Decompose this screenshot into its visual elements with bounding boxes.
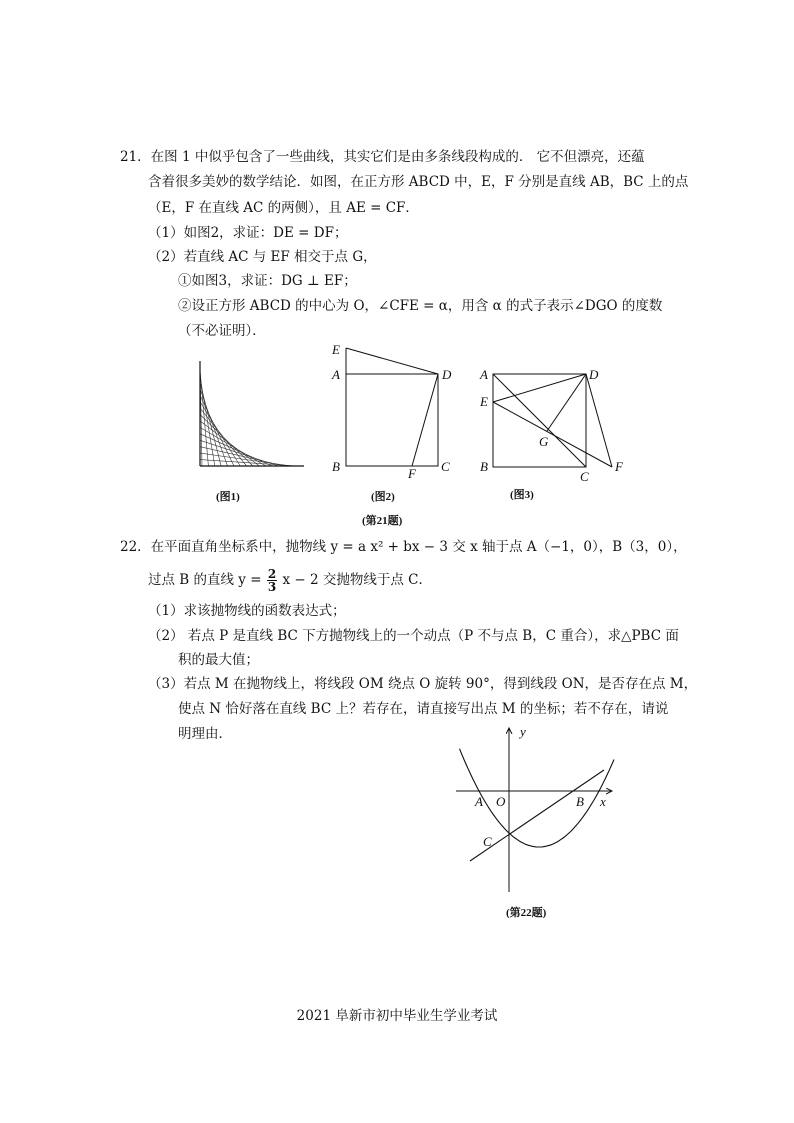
fig3-label-B: B (480, 459, 488, 474)
figure-3-caption: (图3) (510, 489, 534, 501)
fig2-label-E: E (332, 342, 340, 357)
q22-coordinate-graph (452, 722, 622, 902)
q22-part-2: （2） 若点 P 是直线 BC 下方抛物线上的一个动点（P 不与点 B，C 重合），求△PBC 面 (148, 628, 679, 644)
fig2-label-A: A (332, 367, 340, 382)
graph-label-A: A (475, 794, 483, 809)
fig3-label-F: F (615, 459, 623, 474)
fig3-label-D: D (589, 367, 599, 382)
q22-line-1: 22．在平面直角坐标系中，抛物线 y = a x² + bx − 3 交 x 轴于点 A（−1，0），B（3，0）， (120, 539, 687, 555)
q22-line-2-pre: 过点 B 的直线 y = (148, 572, 262, 588)
fig3-label-A: A (480, 367, 488, 382)
fig2-label-D: D (442, 367, 452, 382)
q22-line-2-post: x − 2 交抛物线于点 C． (282, 572, 432, 588)
graph-label-B: B (576, 794, 584, 809)
q21-part-2-sub-1: ①如图3，求证：DG ⊥ EF； (178, 273, 357, 289)
envelope-segment (200, 434, 272, 466)
figure-2-caption: (图2) (371, 491, 395, 503)
fig2-label-F: F (408, 466, 416, 478)
q21-line-2: 含着很多美妙的数学结论．如图，在正方形 ABCD 中，E，F 分别是直线 AB，BC 上的点 (148, 174, 689, 190)
fig3-label-C: C (580, 469, 589, 484)
q22-part-1: （1）求该抛物线的函数表达式； (148, 603, 346, 619)
graph-label-x: x (600, 794, 606, 809)
q21-line-1: 21．在图 1 中似乎包含了一些曲线，其实它们是由多条线段构成的． 它不但漂亮，还蕴 (120, 149, 645, 165)
q22-part-3: （3）若点 M 在抛物线上，将线段 OM 绕点 O 旋转 90°，得到线段 ON，是否存在点 M， (148, 676, 698, 692)
figure-1-envelope (190, 355, 310, 475)
fig3-label-G: G (539, 434, 549, 449)
q21-line-3: （E，F 在直线 AC 的两侧），且 AE = CF． (148, 200, 419, 216)
page-footer: 2021 阜新市初中毕业生学业考试 (296, 1008, 498, 1024)
fraction-numerator: 2 (267, 567, 277, 581)
q22-part-2-cont: 积的最大值； (178, 652, 259, 668)
q22-fraction (267, 568, 277, 593)
q22-part-3-cont-1: 使点 N 恰好落在直线 BC 上？若存在，请直接写出点 M 的坐标；若不存在，请说 (178, 701, 669, 717)
fig2-label-C: C (441, 459, 450, 474)
q21-figure-caption: (第21题) (362, 515, 403, 527)
q22-part-3-cont-2: 明理由． (178, 726, 232, 742)
envelope-segment (200, 389, 228, 466)
graph-label-y: y (520, 724, 526, 739)
fig2-label-B: B (332, 459, 340, 474)
figure-3-square-diagram (476, 362, 636, 484)
q21-part-2: （2）若直线 AC 与 EF 相交于点 G， (148, 249, 377, 265)
q21-part-2-sub-2-cont: （不必证明）． (178, 323, 266, 339)
fig3-label-E: E (480, 394, 488, 409)
graph-label-C: C (483, 834, 492, 849)
q22-line-2 (148, 566, 432, 594)
figure-1-caption: (图1) (216, 491, 240, 503)
q22-figure-caption: (第22题) (506, 907, 547, 919)
graph-label-O: O (496, 794, 506, 809)
q21-part-2-sub-2: ②设正方形 ABCD 的中心为 O，∠CFE = α，用含 α 的式子表示∠DGO 的度数 (178, 298, 663, 314)
q21-part-1: （1）如图2，求证：DE = DF； (148, 225, 348, 241)
fraction-denominator: 3 (267, 580, 277, 594)
figure-2-square-diagram (326, 338, 466, 478)
